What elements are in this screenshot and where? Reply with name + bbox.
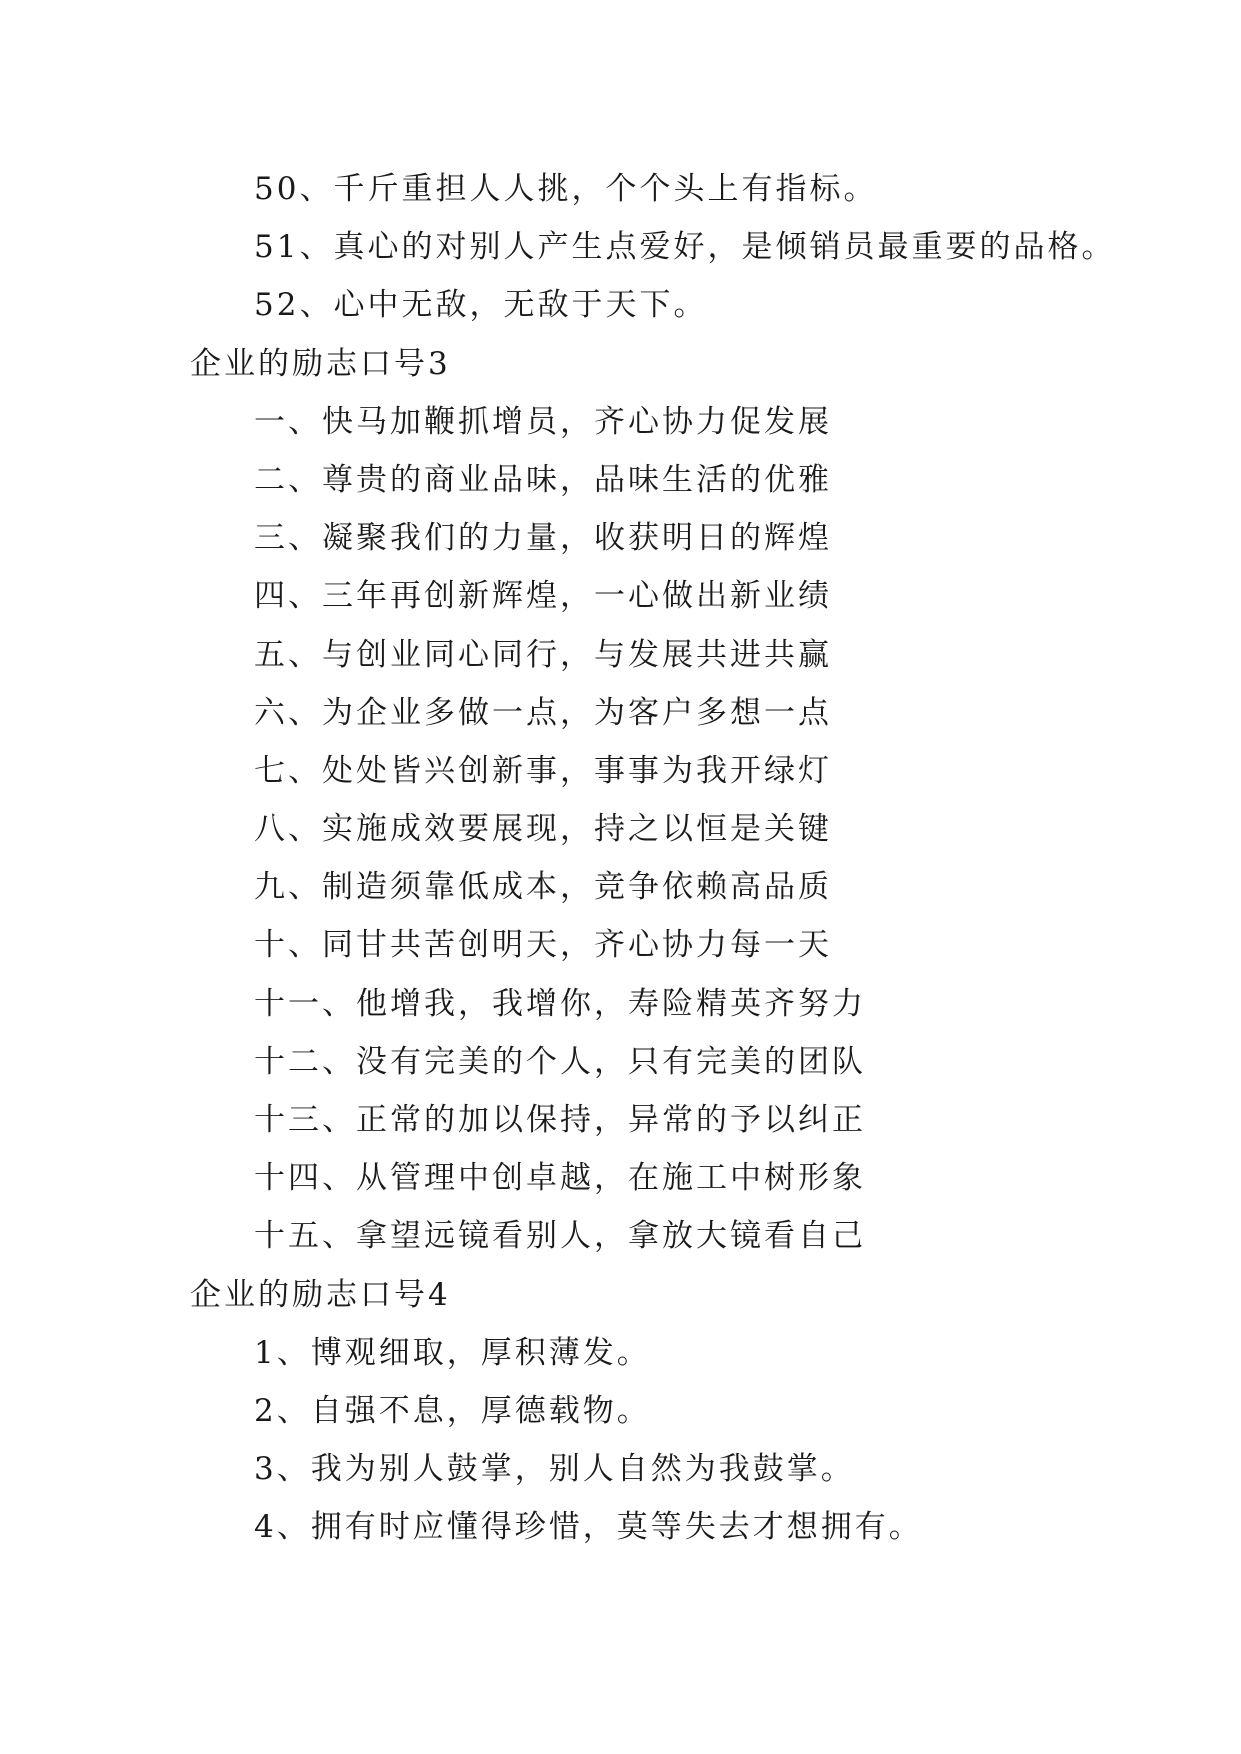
list-item: 五、与创业同心同行，与发展共进共赢 [254, 636, 832, 673]
list-item: 十五、拿望远镜看别人，拿放大镜看自己 [254, 1218, 866, 1255]
list-item: 1、博观细取，厚积薄发。 [254, 1334, 651, 1371]
list-item: 十二、没有完美的个人，只有完美的团队 [254, 1043, 866, 1080]
list-item: 三、凝聚我们的力量，收获明日的辉煌 [254, 520, 832, 557]
list-item: 十一、他增我，我增你，寿险精英齐努力 [254, 985, 866, 1022]
section-heading-4: 企业的励志口号4 [190, 1276, 451, 1313]
document-body [190, 160, 1116, 1557]
list-item: 六、为企业多做一点，为客户多想一点 [254, 694, 832, 731]
list-item: 2、自强不息，厚德载物。 [254, 1392, 651, 1429]
list-item: 52、心中无敌，无敌于天下。 [254, 287, 708, 324]
section-heading-3: 企业的励志口号3 [190, 345, 451, 382]
list-item: 十四、从管理中创卓越，在施工中树形象 [254, 1160, 866, 1197]
list-item: 3、我为别人鼓掌，别人自然为我鼓掌。 [254, 1451, 855, 1488]
list-item: 4、拥有时应懂得珍惜，莫等失去才想拥有。 [254, 1509, 923, 1546]
list-item: 50、千斤重担人人挑，个个头上有指标。 [254, 171, 878, 207]
list-item: 九、制造须靠低成本，竞争依赖高品质 [254, 869, 832, 906]
list-item: 四、三年再创新辉煌，一心做出新业绩 [254, 578, 832, 615]
list-item: 八、实施成效要展现，持之以恒是关键 [254, 811, 832, 848]
list-item: 二、尊贵的商业品味，品味生活的优雅 [254, 461, 832, 498]
list-item: 十、同甘共苦创明天，齐心协力每一天 [254, 927, 832, 964]
list-item: 一、快马加鞭抓增员，齐心协力促发展 [254, 403, 832, 440]
list-item: 七、处处皆兴创新事，事事为我开绿灯 [254, 752, 832, 789]
list-item: 51、真心的对别人产生点爱好，是倾销员最重要的品格。 [254, 229, 1116, 266]
list-item: 十三、正常的加以保持，异常的予以纠正 [254, 1102, 866, 1138]
